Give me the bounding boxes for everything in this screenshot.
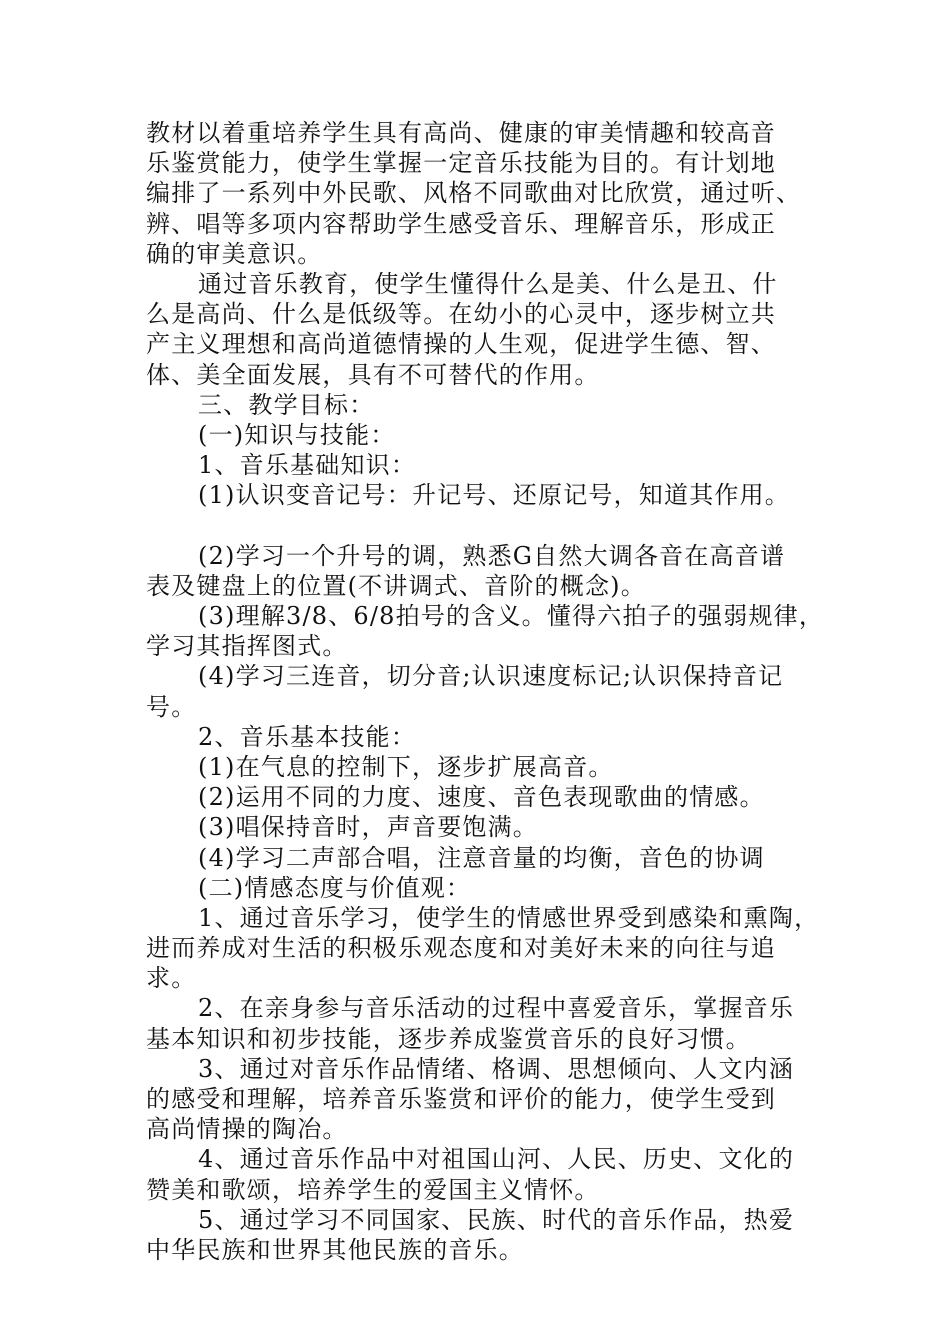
text-line: 表及键盘上的位置(不讲调式、音阶的概念)。 bbox=[146, 571, 646, 600]
text-line: 号。 bbox=[146, 692, 197, 721]
document-body bbox=[146, 118, 825, 1265]
text-line: 的感受和理解，培养音乐鉴赏和评价的能力，使学生受到 bbox=[146, 1085, 776, 1113]
text-line: 2、在亲身参与音乐活动的过程中喜爱音乐，掌握音乐 bbox=[198, 994, 795, 1023]
text-line: (4)学习三连音，切分音;认识速度标记;认识保持音记 bbox=[198, 662, 784, 691]
text-line: (3)理解3/8、6/8拍号的含义。懂得六拍子的强弱规律， bbox=[198, 602, 825, 630]
item-heading: 2、音乐基本技能： bbox=[198, 722, 417, 751]
text-line: 5、通过学习不同国家、民族、时代的音乐作品，热爱 bbox=[198, 1205, 795, 1234]
text-line: (3)唱保持音时，声音要饱满。 bbox=[198, 813, 538, 842]
text-line: 赞美和歌颂，培养学生的爱国主义情怀。 bbox=[146, 1175, 600, 1204]
text-line: (1)在气息的控制下，逐步扩展高音。 bbox=[198, 752, 614, 781]
text-line: 乐鉴赏能力，使学生掌握一定音乐技能为目的。有计划地 bbox=[146, 149, 776, 178]
text-line: 编排了一系列中外民歌、风格不同歌曲对比欣赏，通过听、 bbox=[146, 179, 802, 208]
subsection-heading: (一)知识与技能： bbox=[198, 420, 396, 449]
text-line: 辨、唱等多项内容帮助学生感受音乐、理解音乐，形成正 bbox=[146, 209, 776, 238]
text-line: (2)学习一个升号的调，熟悉G自然大调各音在高音谱 bbox=[198, 541, 786, 570]
text-line: 4、通过音乐作品中对祖国山河、人民、历史、文化的 bbox=[198, 1145, 795, 1174]
text-line: 求。 bbox=[146, 964, 197, 993]
text-line: 进而养成对生活的积极乐观态度和对美好未来的向往与追 bbox=[146, 934, 776, 963]
text-line: 体、美全面发展，具有不可替代的作用。 bbox=[146, 360, 600, 389]
text-line: 产主义理想和高尚道德情操的人生观，促进学生德、智、 bbox=[146, 330, 776, 359]
item-heading: 1、音乐基础知识： bbox=[198, 451, 417, 480]
text-line: 高尚情操的陶冶。 bbox=[146, 1115, 348, 1144]
text-line: 确的审美意识。 bbox=[146, 239, 323, 268]
text-line: 学习其指挥图式。 bbox=[146, 632, 348, 661]
text-line: 中华民族和世界其他民族的音乐。 bbox=[146, 1235, 524, 1264]
text-line: 基本知识和初步技能，逐步养成鉴赏音乐的良好习惯。 bbox=[146, 1024, 751, 1053]
subsection-heading: (二)情感态度与价值观： bbox=[198, 873, 472, 902]
text-line: (4)学习二声部合唱，注意音量的均衡，音色的协调 bbox=[198, 843, 765, 872]
text-line: (1)认识变音记号：升记号、还原记号，知道其作用。 bbox=[198, 481, 790, 510]
text-line: (2)运用不同的力度、速度、音色表现歌曲的情感。 bbox=[198, 783, 765, 812]
blank-line bbox=[146, 510, 816, 540]
text-line: 教材以着重培养学生具有高尚、健康的审美情趣和较高音 bbox=[146, 119, 776, 147]
section-heading: 三、教学目标： bbox=[198, 390, 375, 419]
text-line: 3、通过对音乐作品情绪、格调、思想倾向、人文内涵 bbox=[198, 1054, 795, 1083]
text-line: 1、通过音乐学习，使学生的情感世界受到感染和熏陶， bbox=[198, 903, 820, 932]
text-line: 么是高尚、什么是低级等。在幼小的心灵中，逐步树立共 bbox=[146, 300, 776, 329]
text-line: 通过音乐教育，使学生懂得什么是美、什么是丑、什 bbox=[198, 269, 778, 298]
